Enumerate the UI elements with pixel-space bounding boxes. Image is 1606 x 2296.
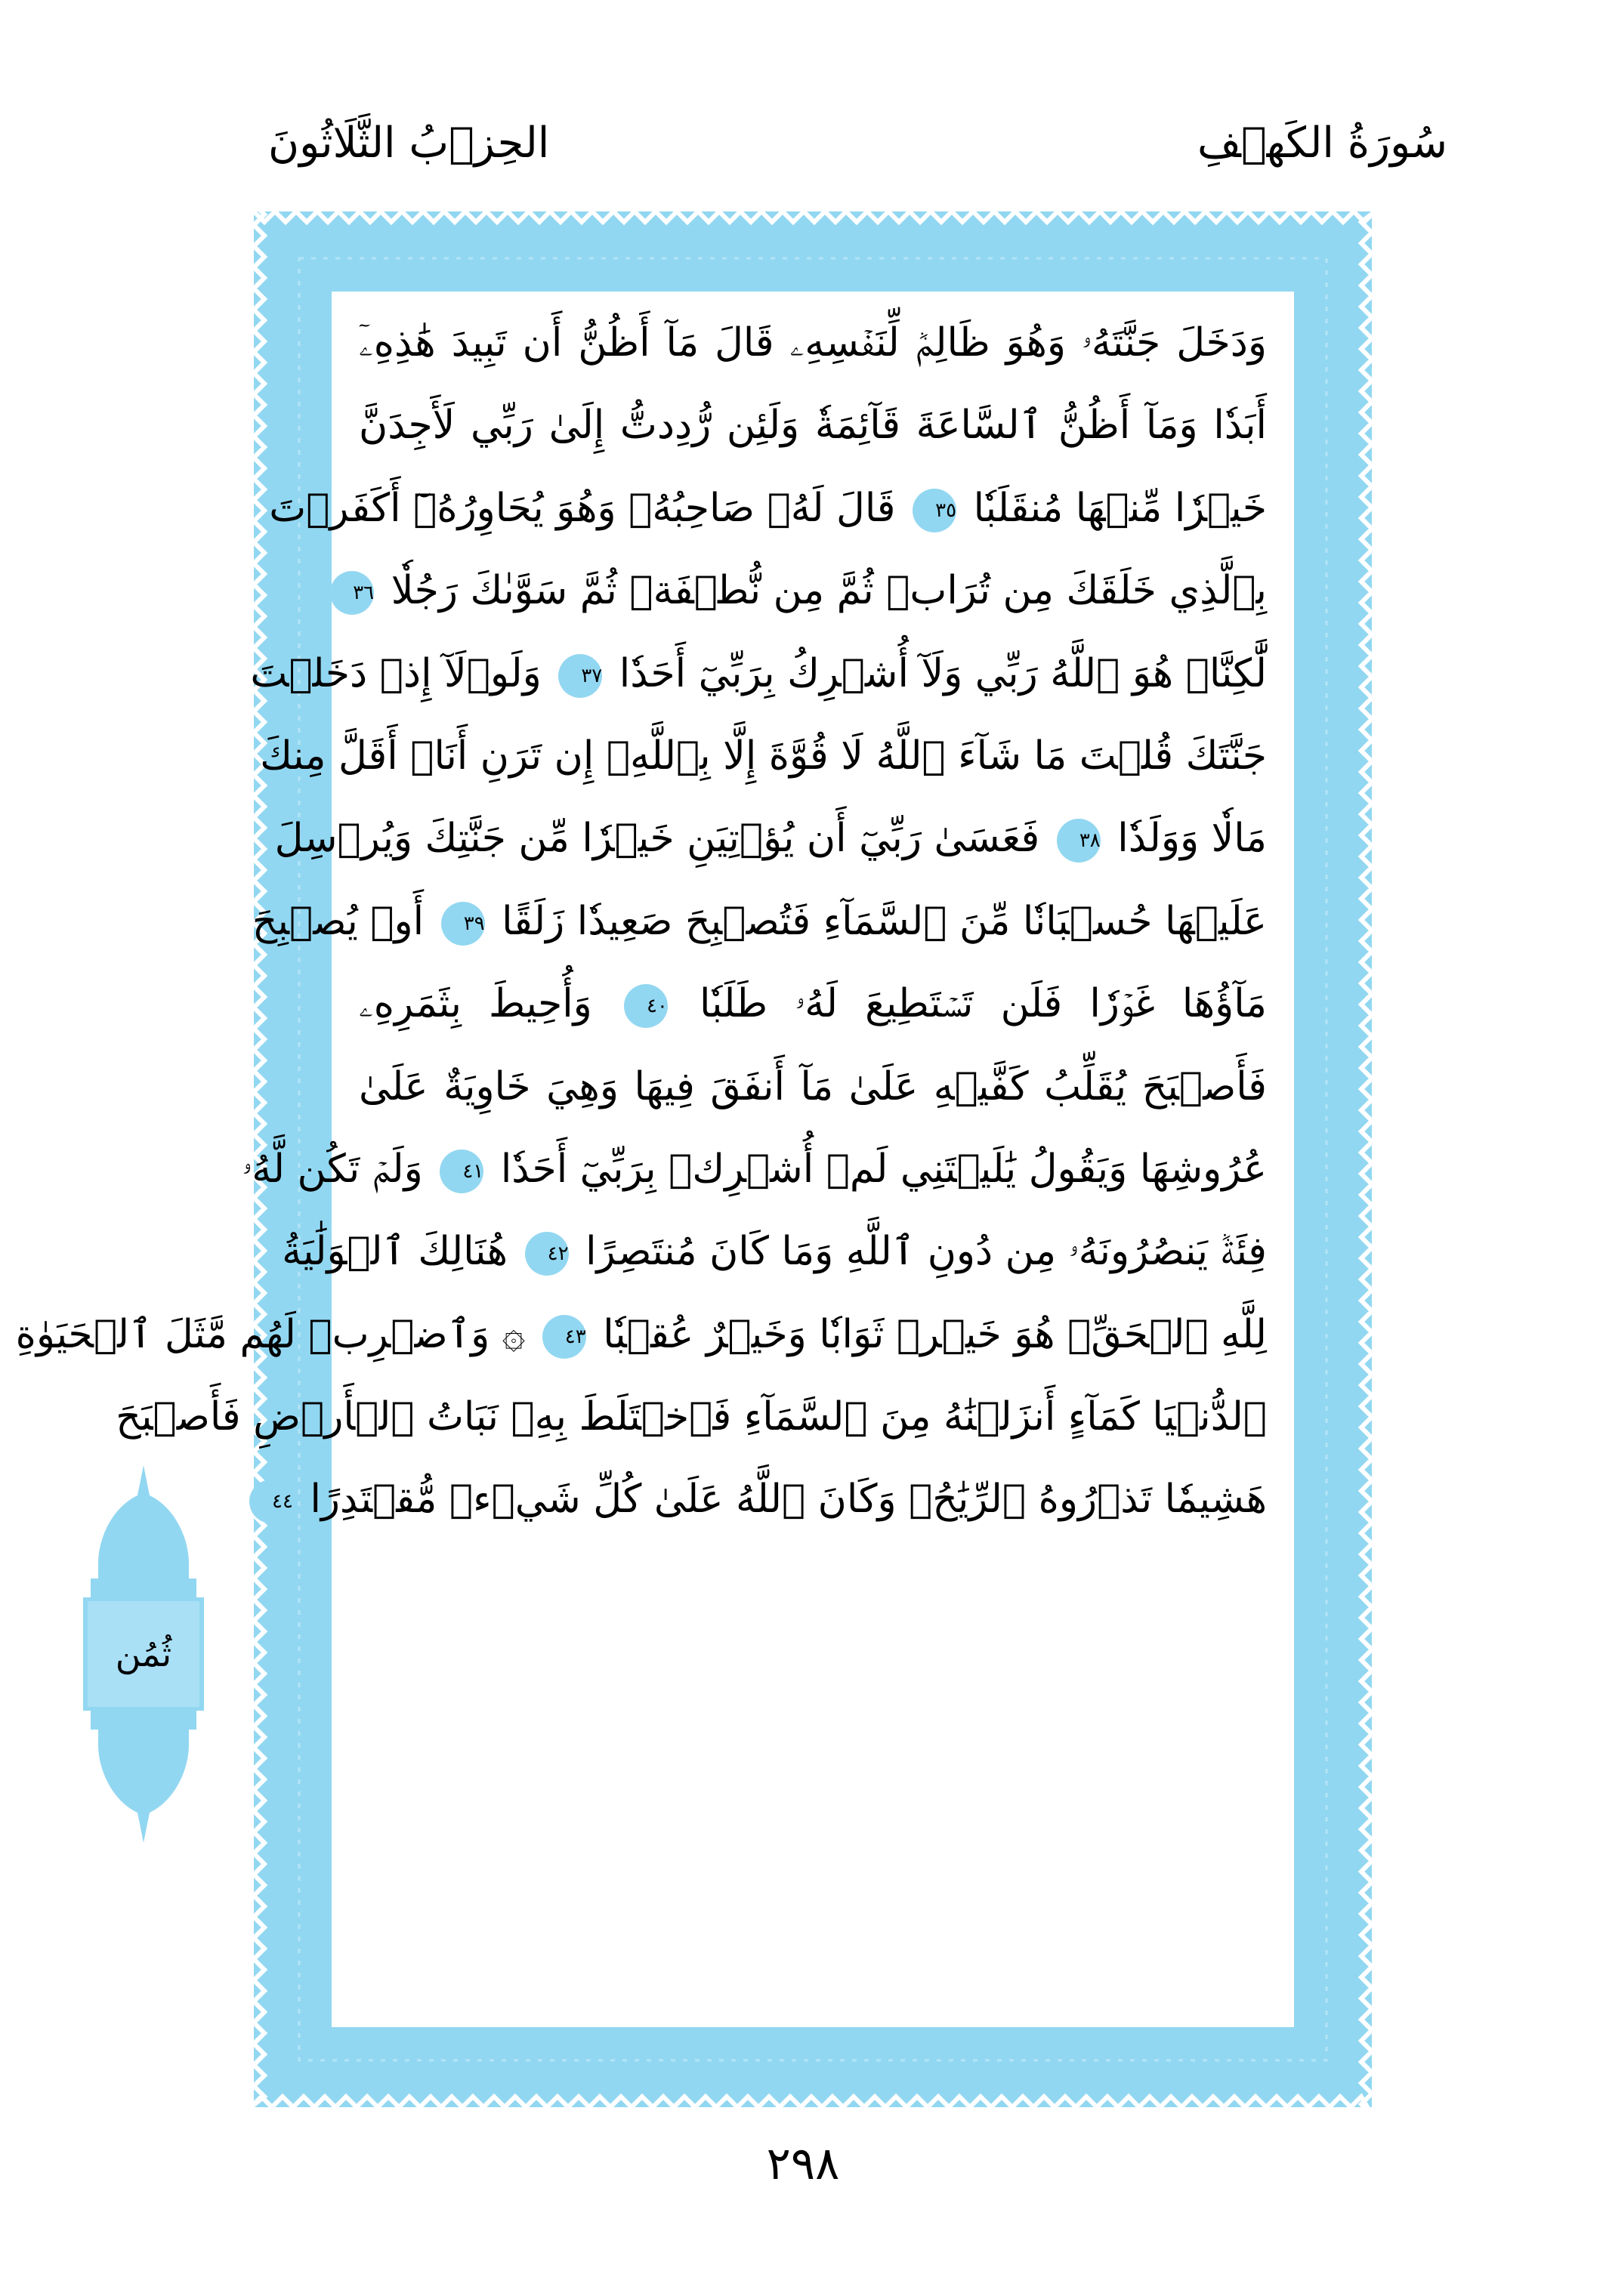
ayah-number-marker: ٤٢ bbox=[525, 1232, 569, 1276]
thumn-label: ثُمُن bbox=[115, 1634, 172, 1674]
text-line bbox=[116, 1376, 1267, 1458]
text-line bbox=[250, 633, 1267, 715]
text-line bbox=[242, 1128, 1267, 1211]
verse-text: هَشِيمٗا تَذۡرُوهُ ٱلرِّيَٰحُۗ وَكَانَ ٱللَّهُ عَلَىٰ كُلِّ شَيۡءٖ مُّقۡتَدِرًا bbox=[310, 1477, 1267, 1523]
verse-text: عَلَيۡهَا حُسۡبَانٗا مِّنَ ٱلسَّمَآءِ فَتُصۡبِحَ صَعِيدٗا زَلَقًا bbox=[502, 898, 1267, 944]
verse-text: فِئَةٞ يَنصُرُونَهُۥ مِن دُونِ ٱللَّهِ وَمَا كَانَ مُنتَصِرًا bbox=[585, 1229, 1267, 1275]
verse-text: خَيۡرٗا مِّنۡهَا مُنقَلَبٗا bbox=[973, 485, 1267, 531]
text-line bbox=[359, 1046, 1267, 1128]
verse-text: مَالٗا وَوَلَدٗا bbox=[1117, 816, 1267, 862]
verse-text: هُنَالِكَ ٱلۡوَلَٰيَةُ bbox=[282, 1229, 508, 1275]
verse-text: ٱلدُّنۡيَا كَمَآءٍ أَنزَلۡنَٰهُ مِنَ ٱلسَّمَآءِ فَٱخۡتَلَطَ بِهِۦ نَبَاتُ ٱلۡأَرۡضِ فَأَصۡبَحَ bbox=[116, 1394, 1267, 1440]
verse-text: وَلَمۡ تَكُن لَّهُۥ bbox=[242, 1146, 423, 1192]
verse-text: لَّٰكِنَّا۠ هُوَ ٱللَّهُ رَبِّي وَلَآ أُشۡرِكُ بِرَبِّيٓ أَحَدٗا bbox=[619, 650, 1267, 696]
verse-text: ۞ وَٱضۡرِبۡ لَهُم مَّثَلَ ٱلۡحَيَوٰةِ bbox=[15, 1311, 526, 1357]
text-line bbox=[282, 1211, 1267, 1293]
ayah-number-marker: ٣٥ bbox=[913, 489, 956, 532]
verse-text: بِٱلَّذِي خَلَقَكَ مِن تُرَابٖ ثُمَّ مِن نُّطۡفَةٖ ثُمَّ سَوَّىٰكَ رَجُلٗا bbox=[391, 568, 1267, 614]
text-line bbox=[272, 1458, 1267, 1541]
text-line bbox=[252, 881, 1267, 963]
verse-text: وَدَخَلَ جَنَّتَهُۥ وَهُوَ ظَالِمٞ لِّنَفۡسِهِۦ قَالَ مَآ أَظُنُّ أَن تَبِيدَ هَٰذِهِۦٓ bbox=[359, 320, 1267, 366]
text-line bbox=[274, 798, 1267, 880]
text-line bbox=[260, 715, 1267, 798]
verse-text: فَعَسَىٰ رَبِّيٓ أَن يُؤۡتِيَنِ خَيۡرٗا مِّن جَنَّتِكَ وَيُرۡسِلَ bbox=[274, 816, 1040, 862]
text-line bbox=[359, 302, 1267, 384]
thumn-side-tab bbox=[83, 1465, 204, 1843]
verse-text: وَلَوۡلَآ إِذۡ دَخَلۡتَ bbox=[250, 650, 542, 696]
verse-text: مَآؤُهَا غَوۡرٗا فَلَن تَسۡتَطِيعَ لَهُۥ طَلَبٗا bbox=[700, 981, 1267, 1027]
ayah-number-marker: ٣٦ bbox=[330, 571, 374, 615]
verse-text: أَوۡ يُصۡبِحَ bbox=[252, 898, 425, 944]
ayah-number-marker: ٣٨ bbox=[1057, 819, 1101, 863]
ayah-number-marker: ٤١ bbox=[440, 1150, 483, 1193]
page-number: ٢٩٨ bbox=[766, 2137, 840, 2190]
verse-text: قَالَ لَهُۥ صَاحِبُهُۥ وَهُوَ يُحَاوِرُهُۥٓ أَكَفَرۡتَ bbox=[269, 485, 896, 531]
ayah-number-marker: ٤٣ bbox=[542, 1315, 586, 1359]
ayah-number-marker: ٤٠ bbox=[624, 984, 668, 1028]
verse-text: وَأُحِيطَ بِثَمَرِهِۦ bbox=[359, 981, 592, 1027]
surah-name-header: سُورَةُ الكَهۡفِ bbox=[1197, 119, 1447, 168]
text-line bbox=[359, 963, 1267, 1045]
verse-text: فَأَصۡبَحَ يُقَلِّبُ كَفَّيۡهِ عَلَىٰ مَآ أَنفَقَ فِيهَا وَهِيَ خَاوِيَةٌ عَلَىٰ bbox=[359, 1063, 1267, 1109]
text-line bbox=[353, 550, 1267, 632]
verse-text: عُرُوشِهَا وَيَقُولُ يَٰلَيۡتَنِي لَمۡ أُشۡرِكۡ بِرَبِّيٓ أَحَدٗا bbox=[500, 1146, 1267, 1192]
verse-text: أَبَدٗا وَمَآ أَظُنُّ ٱلسَّاعَةَ قَآئِمَةٗ وَلَئِن رُّدِدتُّ إِلَىٰ رَبِّي لَأَجِدَنَّ bbox=[359, 403, 1267, 449]
ayah-number-marker: ٣٧ bbox=[558, 654, 602, 698]
hizb-name-header: الحِزۡبُ الثَّلَاثُونَ bbox=[268, 119, 550, 168]
text-line bbox=[359, 384, 1267, 467]
ayah-number-marker: ٣٩ bbox=[441, 902, 485, 946]
verse-text: جَنَّتَكَ قُلۡتَ مَا شَآءَ ٱللَّهُ لَا قُوَّةَ إِلَّا بِٱللَّهِۚ إِن تَرَنِ أَنَا۠ أَقَلَّ مِنكَ bbox=[260, 733, 1267, 779]
text-line bbox=[269, 468, 1267, 550]
ayah-number-marker: ٤٤ bbox=[249, 1480, 293, 1523]
text-line bbox=[15, 1294, 1267, 1376]
verse-text: لِلَّهِ ٱلۡحَقِّۚ هُوَ خَيۡرٞ ثَوَابٗا وَخَيۡرٌ عُقۡبٗا bbox=[603, 1311, 1267, 1357]
